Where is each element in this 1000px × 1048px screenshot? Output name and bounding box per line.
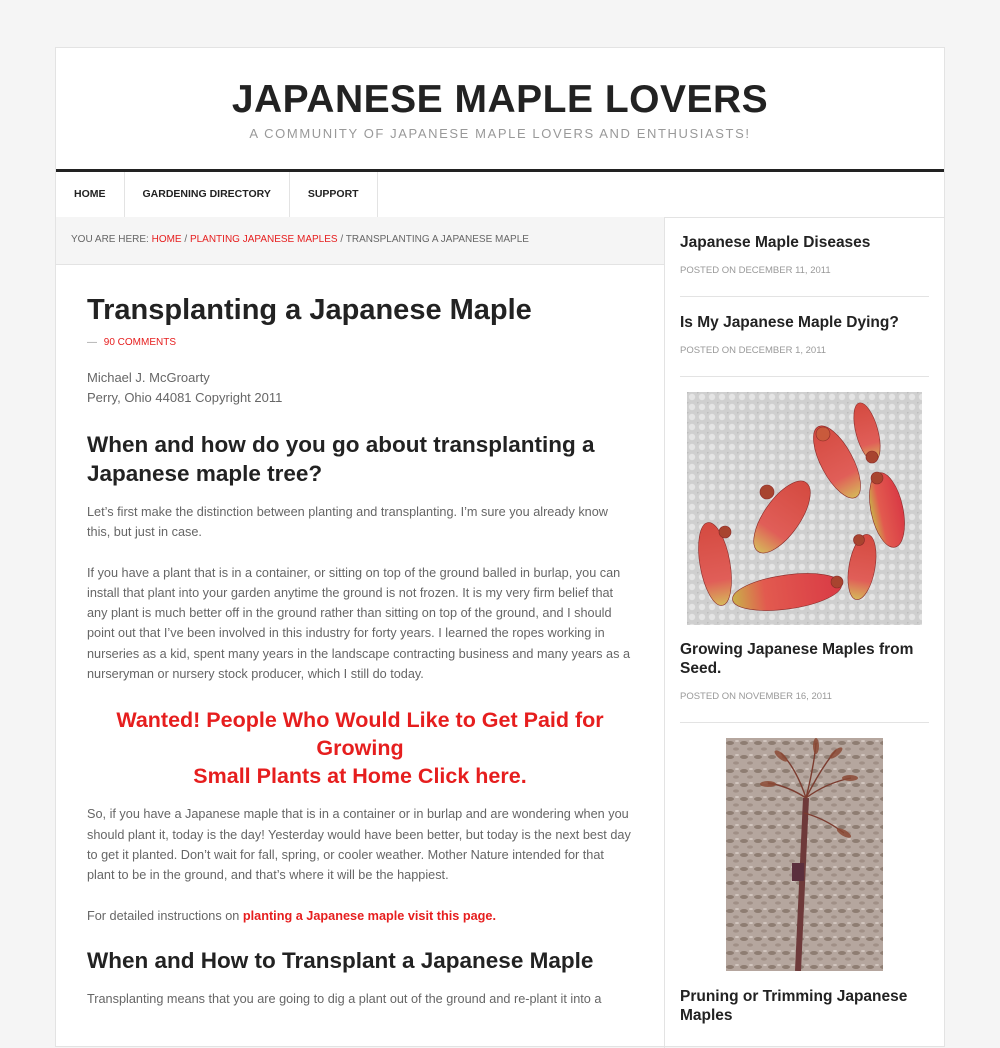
breadcrumb-category-link[interactable]: PLANTING JAPANESE MAPLES xyxy=(189,234,338,245)
breadcrumb-separator: / xyxy=(184,234,188,245)
instructions-text: For detailed instructions on xyxy=(87,908,243,923)
paragraph-transplanting-means: Transplanting means that you are going to dig a plant out of the ground and re-plant it into a xyxy=(87,991,602,1006)
author-location: Perry, Ohio 44081 Copyright 2011 xyxy=(87,390,283,405)
comments-link[interactable]: 90 COMMENTS xyxy=(103,337,177,348)
sidebar-post-title[interactable]: Growing Japanese Maples from Seed. xyxy=(680,641,914,677)
promo-line-1: Wanted! People Who Would Like to Get Paid for Growing xyxy=(116,708,604,761)
sidebar-post-date: POSTED ON DECEMBER 1, 2011 xyxy=(680,345,827,356)
site-header xyxy=(56,48,944,172)
breadcrumb-home-link[interactable]: HOME xyxy=(151,234,182,245)
page-wrapper xyxy=(55,47,945,1047)
section-heading-transplant: When and How to Transplant a Japanese Maple xyxy=(87,947,594,973)
sidebar-post xyxy=(680,377,929,723)
article xyxy=(56,291,664,1009)
article-meta xyxy=(87,337,633,348)
promo-link[interactable] xyxy=(87,706,633,790)
breadcrumb-separator: / xyxy=(340,234,344,245)
author-name: Michael J. McGroarty xyxy=(87,370,210,385)
paragraph-container-plant: If you have a plant that is in a container, or sitting on top of the ground balled in burlap, you can install that plant into your garden anytime the ground is not frozen. It is my very firm belief that any plant is much better off in the ground rather than sitting on top of the ground, and I should point out that I’ve been involved in this industry for forty years. I learned the ropes working in nurseries as a kid, spent many years in the landscape contracting business and many years as a nurseryman or nursery stock producer, which I still do today. xyxy=(87,565,631,682)
pruned-maple-image[interactable] xyxy=(726,738,883,971)
paragraph-detailed-instructions xyxy=(87,906,633,926)
promo-line-2: Small Plants at Home Click here. xyxy=(193,764,527,789)
nav-item-gardening-directory[interactable]: GARDENING DIRECTORY xyxy=(125,172,290,217)
planting-instructions-link[interactable]: planting a Japanese maple visit this page. xyxy=(242,908,496,923)
sidebar-post xyxy=(680,297,929,377)
maple-seeds-image[interactable] xyxy=(687,392,922,625)
breadcrumb xyxy=(56,217,664,265)
nav-item-home[interactable]: HOME xyxy=(56,172,125,217)
author-block xyxy=(87,368,633,408)
main-nav xyxy=(56,172,944,218)
sidebar-post-date: POSTED ON NOVEMBER 16, 2011 xyxy=(680,691,832,702)
article-title: Transplanting a Japanese Maple xyxy=(87,294,532,326)
section-heading-when-how: When and how do you go about transplanting a Japanese maple tree? xyxy=(87,432,595,486)
sidebar-post xyxy=(680,217,929,297)
breadcrumb-current: TRANSPLANTING A JAPANESE MAPLE xyxy=(345,234,529,245)
breadcrumb-prefix: YOU ARE HERE: xyxy=(71,234,149,245)
paragraph-distinction: Let’s first make the distinction between planting and transplanting. I’m sure you already know this, but just in case. xyxy=(87,505,608,540)
sidebar-post-title[interactable]: Pruning or Trimming Japanese Maples xyxy=(680,988,908,1024)
main-content xyxy=(56,217,665,1048)
meta-dash: — xyxy=(87,337,97,348)
sidebar-post xyxy=(680,723,929,1025)
sidebar-post-title[interactable]: Is My Japanese Maple Dying? xyxy=(680,314,899,331)
paragraph-plant-today: So, if you have a Japanese maple that is in a container or in burlap and are wondering when you should plant it, today is the day! Yesterday would have been better, but today is the next best day to get it planted. Don’t wait for fall, spring, or cooler weather. Mother Nature intended for that plant to be in the ground, and that’s where it will be the happiest. xyxy=(87,807,631,883)
sidebar-post-date: POSTED ON DECEMBER 11, 2011 xyxy=(680,265,831,276)
site-description: A COMMUNITY OF JAPANESE MAPLE LOVERS AND ENTHUSIASTS! xyxy=(249,126,751,141)
sidebar-post-title[interactable]: Japanese Maple Diseases xyxy=(680,234,871,251)
site-title[interactable]: JAPANESE MAPLE LOVERS xyxy=(231,78,769,121)
nav-item-support[interactable]: SUPPORT xyxy=(290,172,378,217)
sidebar xyxy=(680,217,929,1025)
